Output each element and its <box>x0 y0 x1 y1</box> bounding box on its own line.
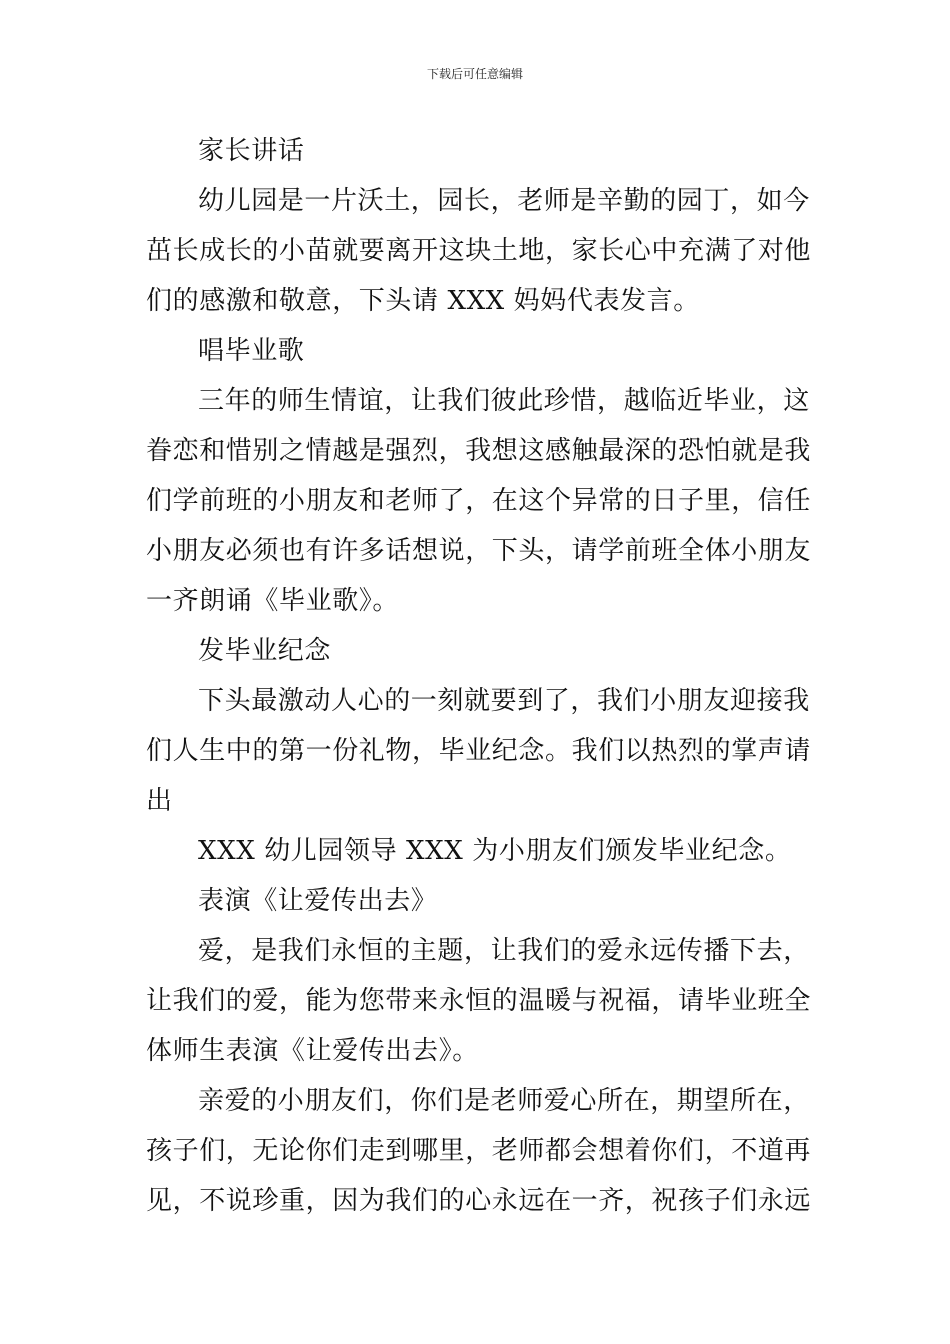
paragraph-line: 们学前班的小朋友和老师了，在这个异常的日子里，信任 <box>146 486 812 516</box>
paragraph-line: 三年的师生情谊，让我们彼此珍惜，越临近毕业，这 <box>198 386 810 416</box>
paragraph-line: 亲爱的小朋友们，你们是老师爱心所在，期望所在， <box>198 1086 810 1116</box>
paragraph-line: 体师生表演《让爱传出去》。 <box>146 1036 479 1066</box>
paragraph-line: XXX 幼儿园领导 XXX 为小朋友们颁发毕业纪念。 <box>198 836 792 866</box>
section-heading-graduation-souvenir: 发毕业纪念 <box>198 636 332 666</box>
paragraph-line: 出 <box>146 786 173 816</box>
paragraph-line: 小朋友必须也有许多话想说，下头，请学前班全体小朋友 <box>146 536 812 566</box>
section-heading-graduation-song: 唱毕业歌 <box>198 336 305 366</box>
document-body <box>146 126 812 1226</box>
paragraph-line: 让我们的爱，能为您带来永恒的温暖与祝福，请毕业班全 <box>146 986 812 1016</box>
paragraph-line: 们人生中的第一份礼物，毕业纪念。我们以热烈的掌声请 <box>146 736 812 766</box>
paragraph-line: 下头最激动人心的一刻就要到了，我们小朋友迎接我 <box>198 686 810 716</box>
section-heading-parent-speech: 家长讲话 <box>198 136 305 166</box>
section-heading-performance: 表演《让爱传出去》 <box>198 886 438 916</box>
paragraph-line: 们的感激和敬意，下头请 XXX 妈妈代表发言。 <box>146 286 700 316</box>
paragraph-line: 爱，是我们永恒的主题，让我们的爱永远传播下去， <box>198 936 810 966</box>
paragraph-line: 眷恋和惜别之情越是强烈，我想这感触最深的恐怕就是我 <box>146 436 812 466</box>
header-note: 下载后可任意编辑 <box>426 67 523 81</box>
paragraph-line: 见，不说珍重，因为我们的心永远在一齐，祝孩子们永远 <box>146 1186 812 1216</box>
paragraph-line: 茁长成长的小苗就要离开这块土地，家长心中充满了对他 <box>146 236 812 266</box>
paragraph-line: 一齐朗诵《毕业歌》。 <box>146 586 400 616</box>
paragraph-line: 幼儿园是一片沃土，园长，老师是辛勤的园丁，如今 <box>198 186 810 216</box>
paragraph-line: 孩子们，无论你们走到哪里，老师都会想着你们，不道再 <box>146 1136 812 1166</box>
